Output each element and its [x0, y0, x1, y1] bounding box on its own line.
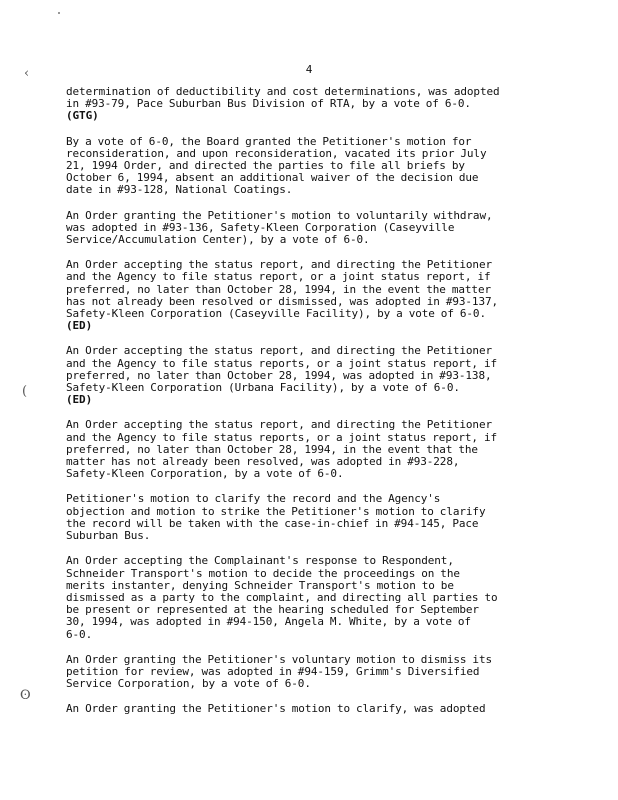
- order-paragraph: [66, 654, 540, 691]
- paragraph-line: 21, 1994 Order, and directed the parties to file all briefs by: [66, 159, 465, 173]
- paragraph-line: in #93-79, Pace Suburban Bus Division of RTA, by a vote of 6-0.: [66, 97, 471, 111]
- paragraph-line: 30, 1994, was adopted in #94-150, Angela M. White, by a vote of: [66, 615, 471, 629]
- order-paragraph: [66, 210, 540, 247]
- paragraph-line: By a vote of 6-0, the Board granted the Petitioner's motion for: [66, 134, 472, 148]
- paragraph-line: has not already been resolved or dismissed, was adopted in #93-137,: [66, 294, 499, 308]
- paragraph-line: and the Agency to file status reports, or a joint status report, if: [66, 356, 498, 370]
- paragraph-line: determination of deductibility and cost determinations, was adopted: [66, 85, 500, 98]
- paragraph-line: An Order accepting the status report, and directing the Petitioner: [66, 418, 492, 432]
- board-member-initials: (ED): [66, 393, 93, 407]
- order-paragraph: [66, 419, 540, 480]
- order-paragraph: [66, 493, 540, 542]
- order-paragraph: [66, 555, 540, 640]
- paragraph-line: Suburban Bus.: [66, 529, 151, 543]
- paragraph-line: was adopted in #93-136, Safety-Kleen Corporation (Caseyville: [66, 220, 455, 234]
- paragraph-line: An Order granting the Petitioner's voluntary motion to dismiss its: [66, 652, 492, 666]
- order-paragraph: [66, 86, 540, 123]
- paragraph-line: objection and motion to strike the Petitioner's motion to clarify: [66, 504, 486, 518]
- paragraph-line: An Order granting the Petitioner's motion to clarify, was adopted: [66, 702, 486, 716]
- paragraph-line: [66, 394, 540, 406]
- order-paragraph: [66, 703, 540, 715]
- paragraph-line: Service/Accumulation Center), by a vote of 6-0.: [66, 233, 370, 247]
- paragraph-line: [66, 320, 540, 332]
- scan-speck: [58, 12, 60, 14]
- paragraph-line: Service Corporation, by a vote of 6-0.: [66, 677, 311, 691]
- document-body: [66, 86, 540, 729]
- paragraph-line: preferred, no later than October 28, 1994, was adopted in #93-138,: [66, 368, 492, 382]
- paragraph-line: An Order accepting the Complainant's response to Respondent,: [66, 554, 454, 568]
- scan-mark: ‹: [24, 66, 30, 81]
- scan-mark: (: [22, 384, 28, 399]
- paragraph-line: An Order accepting the status report, and directing the Petitioner: [66, 258, 492, 272]
- paragraph-line: Safety-Kleen Corporation (Caseyville Facility), by a vote of 6-0.: [66, 307, 486, 321]
- paragraph-line: reconsideration, and upon reconsideration, vacated its prior July: [66, 146, 487, 160]
- paragraph-line: October 6, 1994, absent an additional waiver of the decision due: [66, 171, 479, 185]
- paragraph-line: An Order accepting the status report, and directing the Petitioner: [66, 344, 492, 358]
- paragraph-line: Petitioner's motion to clarify the record and the Agency's: [66, 492, 441, 506]
- paragraph-line: preferred, no later than October 28, 1994, in the event that the: [66, 442, 478, 456]
- order-paragraph: [66, 259, 540, 332]
- paragraph-line: [66, 110, 540, 122]
- paragraph-line: Safety-Kleen Corporation, by a vote of 6-0.: [66, 467, 344, 481]
- order-paragraph: [66, 136, 540, 197]
- paragraph-line: dismissed as a party to the complaint, and directing all parties to: [66, 590, 498, 604]
- paragraph-line: 6-0.: [66, 627, 93, 641]
- board-member-initials: (ED): [66, 319, 93, 333]
- page-number: 4: [305, 63, 313, 76]
- paragraph-line: merits instanter, denying Schneider Transport's motion to be: [66, 578, 454, 592]
- board-member-initials: (GTG): [66, 109, 99, 123]
- paragraph-line: date in #93-128, National Coatings.: [66, 183, 293, 197]
- paragraph-line: the record will be taken with the case-in-chief in #94-145, Pace: [66, 516, 479, 530]
- paragraph-line: Schneider Transport's motion to decide the proceedings on the: [66, 566, 460, 580]
- paragraph-line: and the Agency to file status report, or a joint status report, if: [66, 270, 491, 284]
- paragraph-line: petition for review, was adopted in #94-159, Grimm's Diversified: [66, 664, 480, 678]
- order-paragraph: [66, 345, 540, 406]
- paragraph-line: preferred, no later than October 28, 1994, in the event the matter: [66, 282, 491, 296]
- paragraph-line: Safety-Kleen Corporation (Urbana Facility), by a vote of 6-0.: [66, 381, 460, 395]
- paragraph-line: and the Agency to file status reports, or a joint status report, if: [66, 430, 498, 444]
- paragraph-line: matter has not already been resolved, was adopted in #93-228,: [66, 455, 460, 469]
- scan-mark: ʘ: [20, 688, 31, 703]
- paragraph-line: be present or represented at the hearing scheduled for September: [66, 603, 479, 617]
- paragraph-line: An Order granting the Petitioner's motion to voluntarily withdraw,: [66, 208, 493, 222]
